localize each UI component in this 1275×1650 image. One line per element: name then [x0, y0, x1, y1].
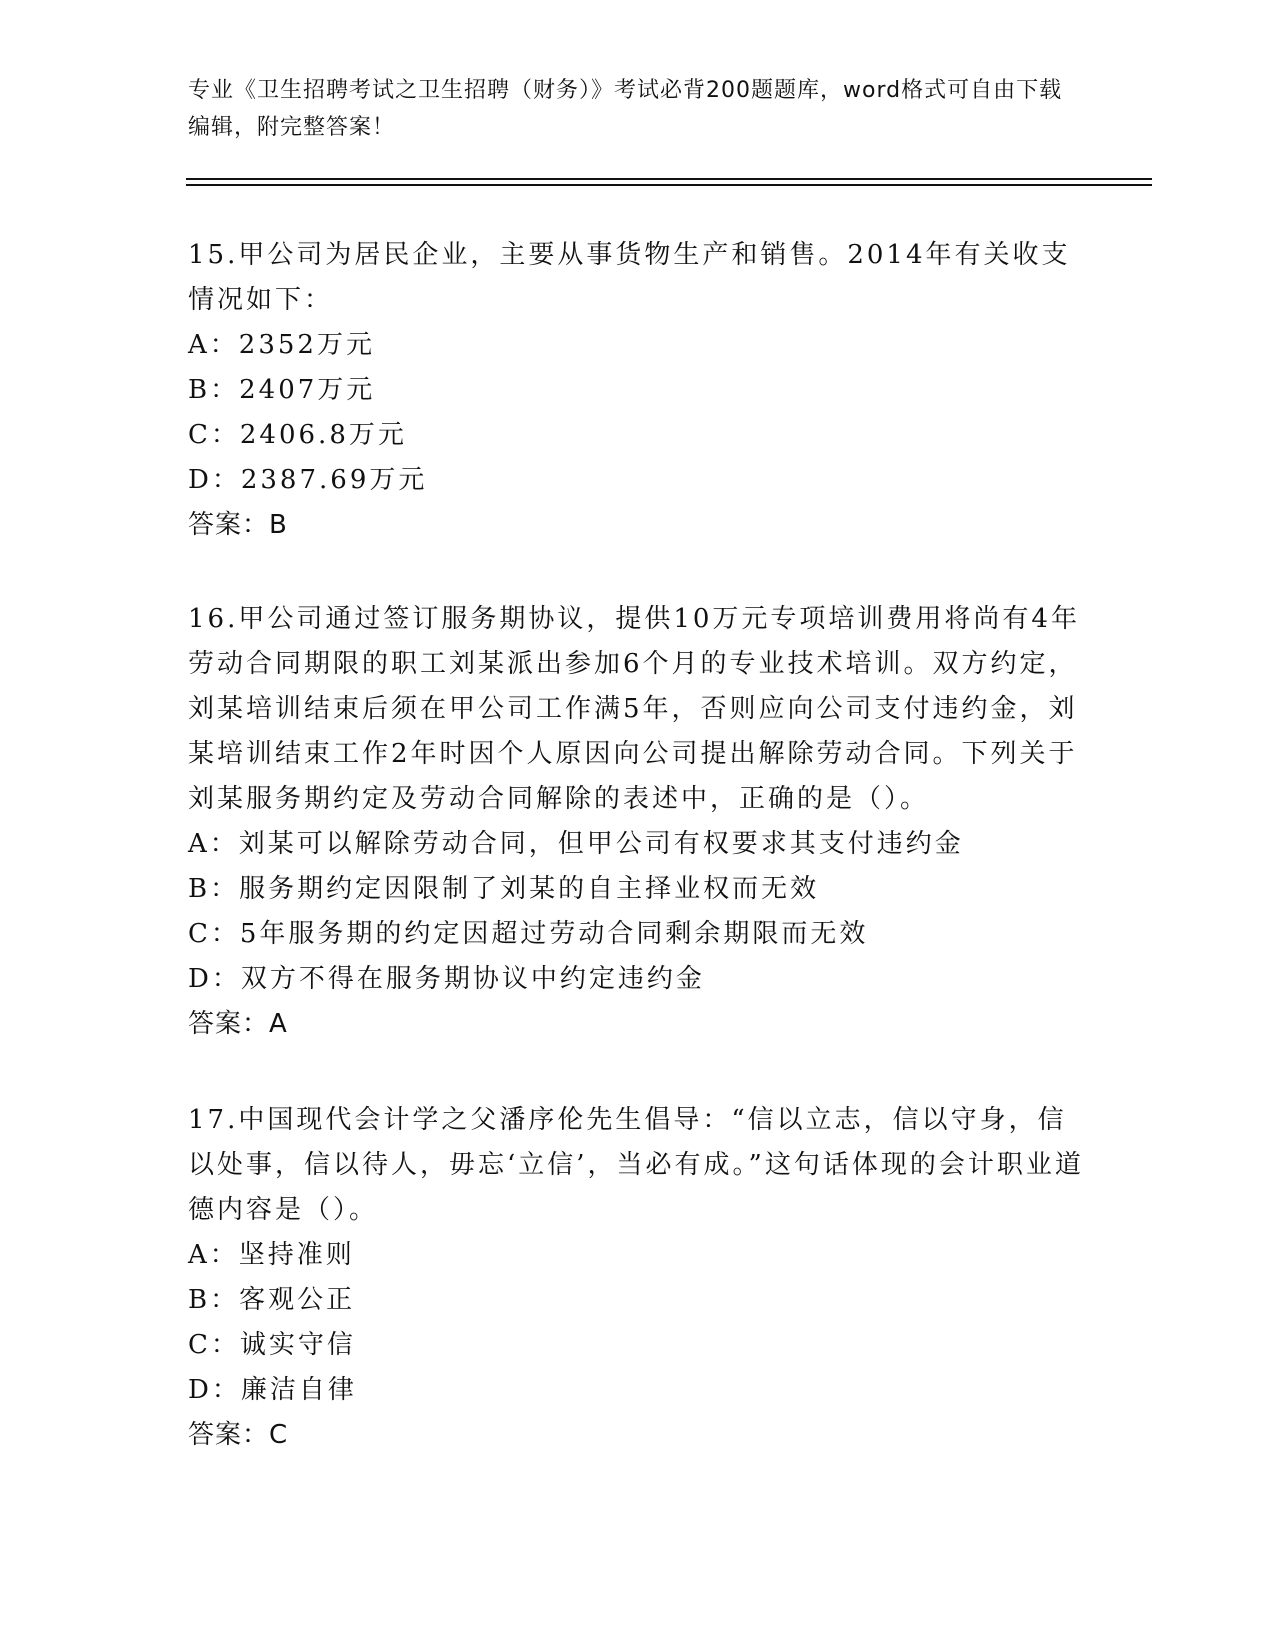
question-stem: 17.中国现代会计学之父潘序伦先生倡导：“信以立志，信以守身，信以处事，信以待人，毋忘‘立信’，当必有成。”这句话体现的会计职业道德内容是（）。: [188, 1105, 1084, 1225]
option-b: B：服务期约定因限制了刘某的自主择业权而无效: [188, 874, 820, 904]
answer-label: 答案：B: [188, 510, 288, 540]
question-15: [188, 233, 1088, 548]
option-a: A：刘某可以解除劳动合同，但甲公司有权要求其支付违约金: [188, 829, 964, 859]
option-a: A：坚持准则: [188, 1240, 355, 1270]
document-header: 专业《卫生招聘考试之卫生招聘（财务）》考试必背200题题库，word格式可自由下载编辑，附完整答案！: [188, 78, 1063, 140]
header-divider-bottom: [186, 184, 1152, 186]
question-16: [188, 597, 1088, 1047]
option-c: C：2406.8万元: [188, 420, 407, 450]
option-d: D：双方不得在服务期协议中约定违约金: [188, 964, 705, 994]
option-b: B：客观公正: [188, 1285, 356, 1315]
question-stem: 16.甲公司通过签订服务期协议，提供10万元专项培训费用将尚有4年劳动合同期限的职工刘某派出参加6个月的专业技术培训。双方约定，刘某培训结束后须在甲公司工作满5年，否则应向公司支付违约金，刘某培训结束工作2年时因个人原因向公司提出解除劳动合同。下列关于刘某服务期约定及劳动合同解除的表述中，正确的是（）。: [188, 604, 1080, 814]
option-c: C：5年服务期的约定因超过劳动合同剩余期限而无效: [188, 919, 869, 949]
option-a: A：2352万元: [188, 330, 375, 360]
answer-label: 答案：A: [188, 1009, 288, 1039]
option-d: D：廉洁自律: [188, 1375, 357, 1405]
question-stem: 15.甲公司为居民企业，主要从事货物生产和销售。2014年有关收支情况如下：: [188, 240, 1071, 315]
option-d: D：2387.69万元: [188, 465, 428, 495]
option-c: C：诚实守信: [188, 1330, 356, 1360]
header-divider-top: [186, 178, 1152, 180]
answer-label: 答案：C: [188, 1420, 289, 1450]
question-17: [188, 1098, 1088, 1458]
option-b: B：2407万元: [188, 375, 376, 405]
